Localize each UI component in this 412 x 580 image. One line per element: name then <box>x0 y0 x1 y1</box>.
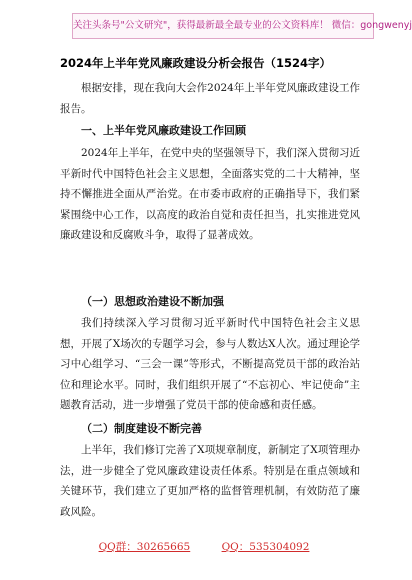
subsection-institution-paragraph: 上半年，我们修订完善了X项规章制度，新制定了X项管理办法，进一步健全了党风廉政建设责任体系。特别是在重点领域和关键环节，我们建立了更加严格的监督管理机制，有效防范了廉政风险。 <box>60 444 360 518</box>
promo-banner: 关注头条号"公文研究"，获得最新最全最专业的公文资料库！ 微信：gongwenyj <box>72 13 374 39</box>
contact-footer <box>0 539 408 554</box>
qq-number-text: QQ：535304092 <box>221 541 310 553</box>
subsection-heading-ideology: （一）思想政治建设不断加强 <box>81 295 224 308</box>
intro-paragraph: 根据安排，现在我向大会作2024年上半年党风廉政建设工作报告。 <box>60 82 360 115</box>
section-heading-review: 一、上半年党风廉政建设工作回顾 <box>81 124 246 137</box>
document-title: 2024年上半年党风廉政建设分析会报告（1524字） <box>60 56 332 70</box>
subsection-heading-institution: （二）制度建设不断完善 <box>81 422 202 435</box>
section-review-paragraph: 2024年上半年，在党中央的坚强领导下，我们深入贯彻习近平新时代中国特色社会主义思想，全面落实党的二十大精神，坚持不懈推进全面从严治党。在市委市政府的正确指导下，我们紧紧围绕中心工作，以高度的政治自觉和责任担当，扎实推进党风廉政建设和反腐败斗争，取得了显著成效。 <box>60 147 360 241</box>
qq-group-text: QQ群：30265665 <box>98 541 191 553</box>
subsection-ideology-paragraph: 我们持续深入学习贯彻习近平新时代中国特色社会主义思想，开展了X场次的专题学习会，参与人数达X人次。通过理论学习中心组学习、“三会一课”等形式，不断提高党员干部的政治站位和理论水平。同时，我们组织开展了“不忘初心、牢记使命”主题教育活动，进一步增强了党员干部的使命感和责任感。 <box>60 317 360 411</box>
